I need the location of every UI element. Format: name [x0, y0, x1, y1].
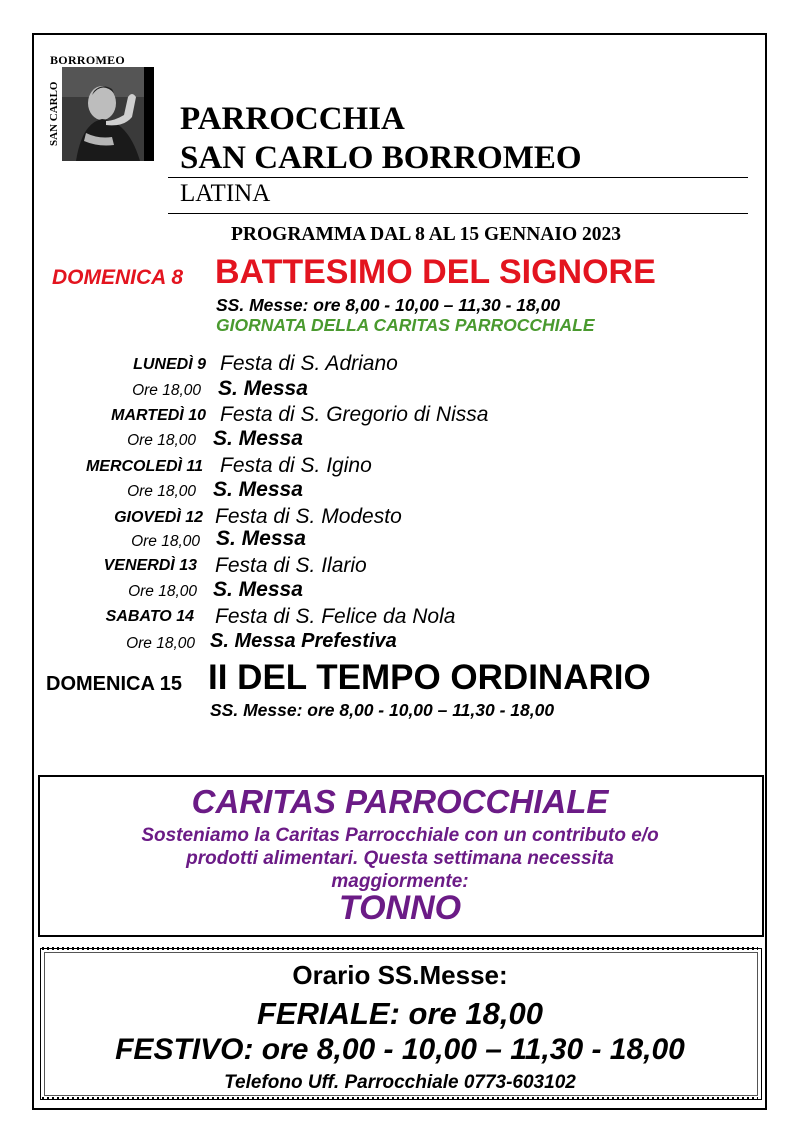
weekday-5-time: Ore 18,00 — [128, 583, 197, 600]
weekday-2-day: MARTEDÌ 10 — [111, 407, 206, 424]
weekday-4-feast: Festa di S. Modesto — [215, 505, 402, 528]
weekday-3-mass: S. Messa — [213, 478, 303, 501]
sunday2-masses: SS. Messe: ore 8,00 - 10,00 – 11,30 - 18,00 — [210, 700, 555, 720]
weekday-3-feast: Festa di S. Igino — [220, 454, 372, 477]
saint-portrait-image — [62, 67, 154, 161]
weekday-3-time: Ore 18,00 — [127, 483, 196, 500]
weekday-5-mass: S. Messa — [213, 578, 303, 601]
weekday-4-day: GIOVEDÌ 12 — [114, 509, 203, 526]
parish-title-line1: PARROCCHIA — [180, 101, 405, 137]
sunday1-note: GIORNATA DELLA CARITAS PARROCCHIALE — [216, 315, 595, 335]
weekday-4-mass: S. Messa — [216, 527, 306, 550]
weekday-1-feast: Festa di S. Adriano — [220, 352, 398, 375]
program-title: PROGRAMMA DAL 8 AL 15 GENNAIO 2023 — [230, 224, 622, 245]
logo-top-text: BORROMEO — [50, 53, 126, 67]
weekday-1-time: Ore 18,00 — [132, 382, 201, 399]
weekday-3-day: MERCOLEDÌ 11 — [85, 458, 203, 475]
sunday1-masses: SS. Messe: ore 8,00 - 10,00 – 11,30 - 18,00 — [216, 295, 561, 315]
sunday2-day: DOMENICA 15 — [46, 673, 182, 695]
hours-phone: Telefono Uff. Parrocchiale 0773-603102 — [224, 1072, 576, 1093]
city-name: LATINA — [180, 180, 271, 207]
sunday2-title: II DEL TEMPO ORDINARIO — [208, 658, 651, 697]
weekday-1-day: LUNEDÌ 9 — [133, 356, 206, 373]
sunday1-day: DOMENICA 8 — [52, 266, 184, 289]
header-rule-bottom — [168, 213, 748, 214]
sunday1-title: BATTESIMO DEL SIGNORE — [215, 253, 656, 291]
weekday-6-day: SABATO 14 — [105, 608, 194, 625]
weekday-4-time: Ore 18,00 — [131, 533, 200, 550]
weekday-5-feast: Festa di S. Ilario — [215, 554, 367, 577]
parish-title-line2: SAN CARLO BORROMEO — [180, 140, 582, 176]
hours-festivo: FESTIVO: ore 8,00 - 10,00 – 11,30 - 18,00 — [115, 1033, 685, 1066]
hours-feriale: FERIALE: ore 18,00 — [257, 996, 543, 1031]
caritas-title: CARITAS PARROCCHIALE — [191, 783, 609, 820]
caritas-line3: maggiormente: — [331, 871, 469, 892]
weekday-5-day: VENERDÌ 13 — [103, 557, 197, 574]
caritas-item: TONNO — [338, 889, 462, 927]
weekday-2-feast: Festa di S. Gregorio di Nissa — [220, 403, 489, 426]
caritas-line2: prodotti alimentari. Questa settimana necessita — [186, 848, 614, 869]
header-rule-top — [168, 177, 748, 178]
weekday-6-mass: S. Messa Prefestiva — [210, 630, 397, 652]
caritas-line1: Sosteniamo la Caritas Parrocchiale con un contributo e/o — [141, 825, 659, 846]
hours-title: Orario SS.Messe: — [292, 960, 508, 990]
weekday-2-mass: S. Messa — [213, 427, 303, 450]
weekday-6-feast: Festa di S. Felice da Nola — [215, 605, 456, 628]
weekday-6-time: Ore 18,00 — [126, 635, 195, 652]
logo-side-text: SAN CARLO — [48, 81, 60, 147]
parish-title — [180, 100, 582, 178]
parish-logo — [48, 53, 154, 161]
weekday-2-time: Ore 18,00 — [127, 432, 196, 449]
weekday-1-mass: S. Messa — [218, 377, 308, 400]
